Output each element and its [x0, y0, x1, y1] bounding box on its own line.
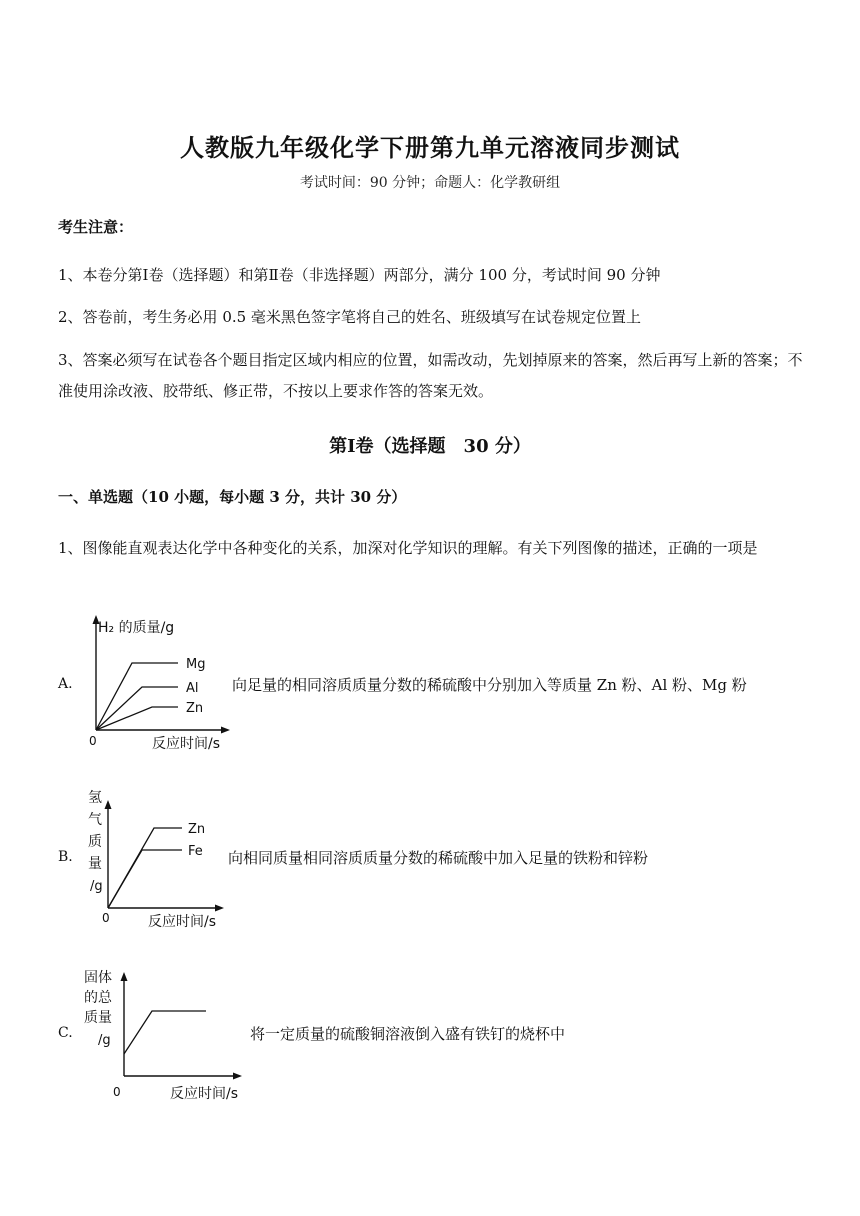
option-b-letter: B. — [58, 849, 73, 865]
option-a-ylabel: H₂ 的质量/g — [98, 620, 175, 636]
option-b-ylabel-1: 氢 — [88, 790, 102, 806]
option-b-origin: 0 — [102, 911, 110, 925]
option-c-letter: C. — [58, 1025, 73, 1041]
option-a-series-al: Al — [186, 681, 199, 696]
option-c-origin: 0 — [113, 1085, 121, 1099]
option-a-series-zn: Zn — [186, 701, 204, 716]
option-c-ylabel-4: /g — [98, 1033, 111, 1048]
option-a-graph — [80, 612, 240, 752]
option-b-ylabel-5: /g — [90, 879, 103, 894]
option-b-graph — [84, 786, 234, 930]
option-b-ylabel-4: 量 — [88, 856, 102, 872]
option-a-xlabel: 反应时间/s — [152, 736, 221, 752]
option-a-series-mg: Mg — [186, 657, 206, 672]
option-c-graph — [80, 964, 250, 1104]
option-c-ylabel-3: 质量 — [84, 1010, 112, 1026]
option-b-ylabel-3: 质 — [88, 834, 102, 850]
option-b-ylabel-2: 气 — [88, 812, 102, 828]
option-b-xlabel: 反应时间/s — [148, 914, 217, 930]
option-c-xlabel: 反应时间/s — [170, 1086, 239, 1102]
section-title: 第Ⅰ卷（选择题 30 分） — [329, 436, 531, 457]
option-a-letter: A. — [58, 676, 73, 692]
question-1-stem: 1、图像能直观表达化学中各种变化的关系，加深对化学知识的理解。有关下列图像的描述，正确的一项是 — [58, 539, 758, 557]
option-b-text: 向相同质量相同溶质质量分数的稀硫酸中加入足量的铁粉和锌粉 — [228, 849, 649, 867]
notice-item-3: 3、答案必须写在试卷各个题目指定区域内相应的位置，如需改动，先划掉原来的答案，然后再写上新的答案；不准使用涂改液、胶带纸、修正带，不按以上要求作答的答案无效。 — [58, 351, 803, 400]
option-b-series-zn: Zn — [188, 822, 206, 837]
option-a-text: 向足量的相同溶质质量分数的稀硫酸中分别加入等质量 Zn 粉、Al 粉、Mg 粉 — [232, 676, 747, 694]
exam-info: 考试时间：90 分钟；命题人：化学教研组 — [299, 175, 561, 191]
notice-item-2: 2、答卷前，考生务必用 0.5 毫米黑色签字笔将自己的姓名、班级填写在试卷规定位置上 — [58, 308, 641, 326]
option-c-text: 将一定质量的硫酸铜溶液倒入盛有铁钉的烧杯中 — [250, 1025, 566, 1043]
option-c-ylabel-2: 的总 — [84, 990, 112, 1006]
option-a-origin: 0 — [89, 734, 97, 748]
page-title: 人教版九年级化学下册第九单元溶液同步测试 — [180, 133, 680, 162]
part-heading: 一、单选题（10 小题，每小题 3 分，共计 30 分） — [58, 488, 407, 506]
notice-heading: 考生注意： — [58, 218, 134, 236]
option-b-series-fe: Fe — [188, 844, 203, 859]
option-c-ylabel-1: 固体 — [84, 970, 112, 986]
notice-item-1: 1、本卷分第Ⅰ卷（选择题）和第Ⅱ卷（非选择题）两部分，满分 100 分，考试时间 90 分钟 — [58, 266, 661, 284]
